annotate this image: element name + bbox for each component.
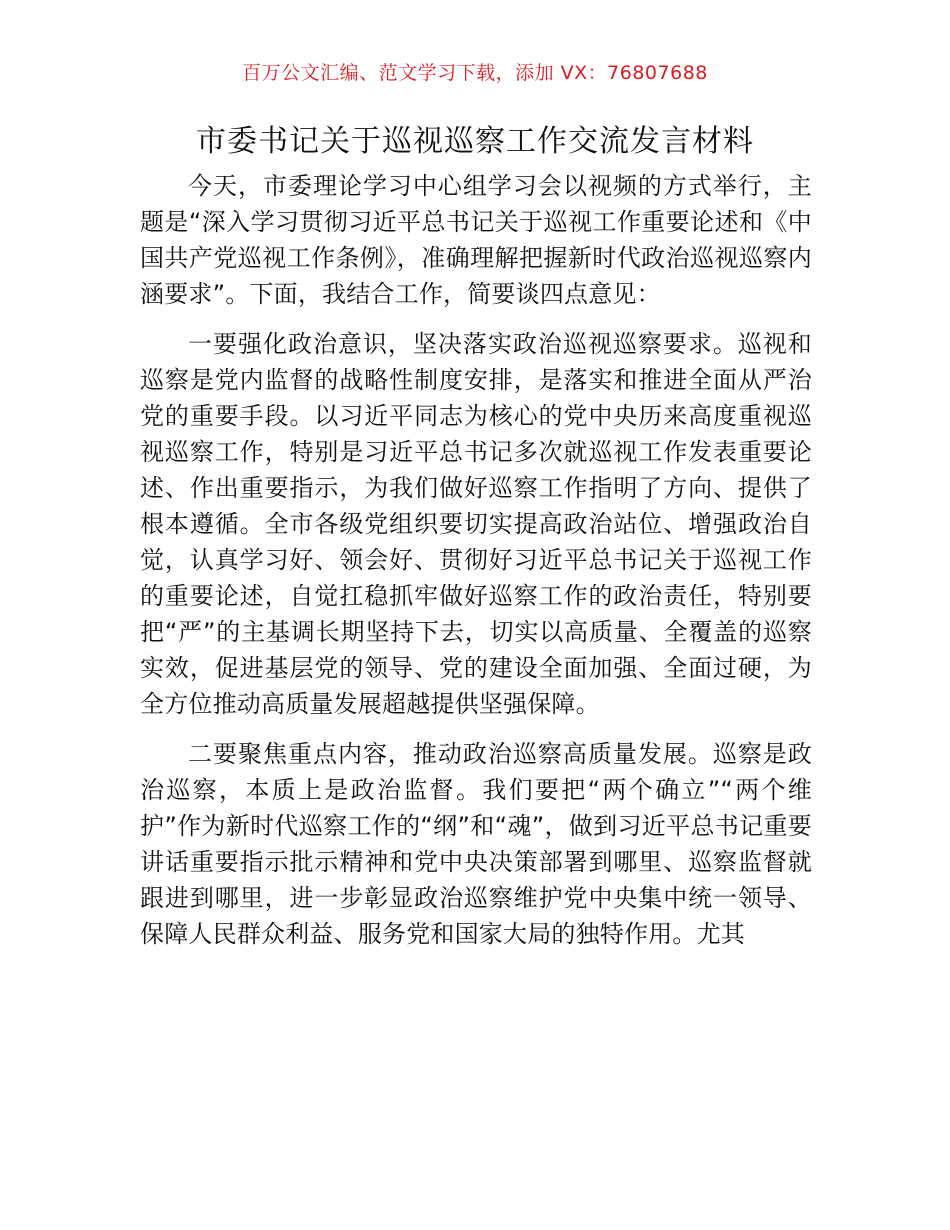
paragraph-intro: 今天，市委理论学习中心组学习会以视频的方式举行，主题是“深入学习贯彻习近平总书记关于巡视工作重要论述和《中国共产党巡视工作条例》，准确理解把握新时代政治巡视巡察内涵要求”。下面，我结合工作，简要谈四点意见： (140, 172, 812, 308)
paragraph-point-two: 二要聚焦重点内容，推动政治巡察高质量发展。巡察是政治巡察，本质上是政治监督。我们要把“两个确立”“两个维护”作为新时代巡察工作的“纲”和“魂”，做到习近平总书记重要讲话重要指示批示精神和党中央决策部署到哪里、巡察监督就跟进到哪里，进一步彰显政治巡察维护党中央集中统一领导、保障人民群众利益、服务党和国家大局的独特作用。尤其 (140, 740, 812, 948)
paragraph-point-one: 一要强化政治意识，坚决落实政治巡视巡察要求。巡视和巡察是党内监督的战略性制度安排，是落实和推进全面从严治党的重要手段。以习近平同志为核心的党中央历来高度重视巡视巡察工作，特别是习近平总书记多次就巡视工作发表重要论述、作出重要指示，为我们做好巡察工作指明了方向、提供了根本遵循。全市各级党组织要切实提高政治站位、增强政治自觉，认真学习好、领会好、贯彻好习近平总书记关于巡视工作的重要论述，自觉扛稳抓牢做好巡察工作的政治责任，特别要把“严”的主基调长期坚持下去，切实以高质量、全覆盖的巡察实效，促进基层党的领导、党的建设全面加强、全面过硬，为全方位推动高质量发展超越提供坚强保障。 (140, 330, 812, 718)
document-body (140, 168, 812, 952)
document-title: 市委书记关于巡视巡察工作交流发言材料 (196, 124, 754, 159)
header-banner: 百万公文汇编、范文学习下载，添加 VX：76807688 (242, 62, 708, 84)
